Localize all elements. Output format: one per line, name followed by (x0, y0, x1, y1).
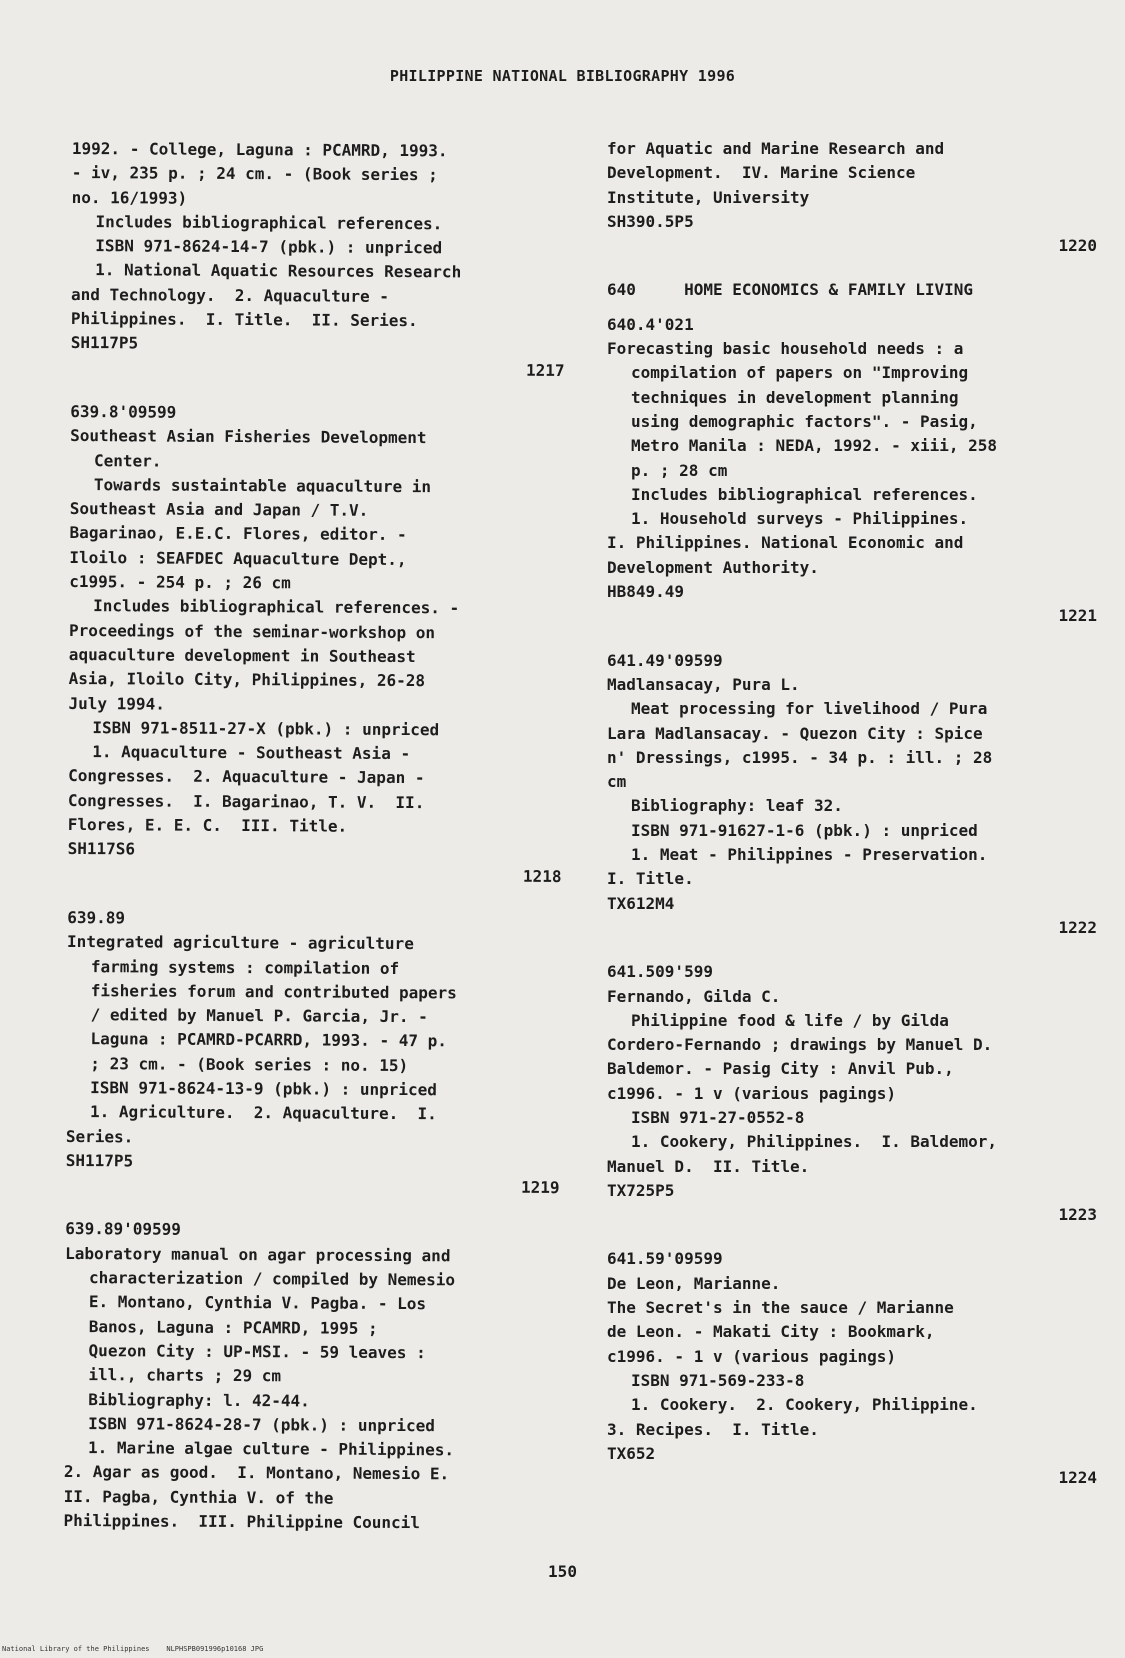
entry-line: p. ; 28 cm (631, 460, 728, 480)
entry-1224 (607, 1247, 1097, 1490)
entry-number: 1223 (1058, 1205, 1097, 1225)
entry-number: 1219 (521, 1177, 560, 1198)
entry-line: Center. (93, 450, 162, 471)
entry-line: Fernando, Gilda C. (607, 986, 781, 1006)
entry-line: TX612M4 (607, 893, 675, 913)
entry-line: Series. (65, 1126, 134, 1146)
entry-line: fisheries forum and contributed papers (90, 980, 457, 1003)
entry-line: Philippines. I. Title. II. Series. (70, 309, 418, 331)
entry-line: ISBN 971-8624-13-9 (pbk.) : unpriced (90, 1078, 438, 1100)
entry-line: 1. Household surveys - Philippines. (631, 509, 969, 529)
entry-line: techniques in development planning (631, 387, 959, 407)
entry-1220-continued (607, 137, 1097, 258)
entry-number: 1217 (525, 360, 565, 380)
page-number: 150 (548, 1562, 577, 1581)
classification-number: 641.59'09599 (607, 1249, 723, 1269)
entry-number: 1218 (522, 866, 562, 886)
entry-line: July 1994. (68, 693, 165, 714)
entry-line: ISBN 971-8624-14-7 (pbk.) : unpriced (95, 236, 443, 258)
entry-line: using demographic factors". - Pasig, (631, 411, 978, 431)
entry-line: de Leon. - Makati City : Bookmark, (607, 1322, 935, 1342)
entry-number: 1224 (1058, 1468, 1097, 1488)
entry-line: Includes bibliographical references. - (93, 596, 460, 618)
entry-line: ISBN 971-569-233-8 (631, 1370, 805, 1390)
entry-line: Congresses. I. Bagarinao, T. V. II. (67, 790, 425, 812)
entry-number: 1220 (1058, 236, 1097, 256)
entry-line: - iv, 235 p. ; 24 cm. - (Book series ; (71, 163, 438, 185)
entry-line: Philippines. III. Philippine Council (63, 1511, 421, 1533)
entry-line: Cordero-Fernando ; drawings by Manuel D. (607, 1035, 993, 1055)
entry-line: ISBN 971-27-0552-8 (631, 1107, 805, 1127)
entry-line: cm (607, 772, 627, 792)
classification-number: 639.89'09599 (65, 1219, 181, 1240)
entry-line: Laboratory manual on agar processing and (65, 1243, 451, 1266)
entry-line: Laguna : PCAMRD-PCARRD, 1993. - 47 p. (90, 1029, 447, 1051)
entry-line: 1. Cookery. 2. Cookery, Philippine. (631, 1395, 978, 1415)
classification-number: 641.49'09599 (607, 650, 723, 670)
entry-1223 (607, 960, 1097, 1227)
entry-line: Forecasting basic household needs : a (607, 339, 964, 359)
entry-line: / edited by Manuel P. Garcia, Jr. - (90, 1005, 428, 1027)
entry-line: The Secret's in the sauce / Marianne (607, 1298, 954, 1318)
entry-line: De Leon, Marianne. (607, 1273, 781, 1293)
entry-line: SH117P5 (70, 333, 139, 353)
entry-line: 1. National Aquatic Resources Research (95, 260, 462, 282)
entry-line: farming systems : compilation of (90, 956, 400, 978)
entry-line: TX725P5 (607, 1180, 675, 1200)
entry-line: I. Title. (607, 869, 694, 889)
entry-line: no. 16/1993) (71, 187, 188, 208)
entry-line: Philippine food & life / by Gilda (631, 1010, 949, 1030)
entry-line: c1995. - 254 p. ; 26 cm (69, 572, 291, 593)
entry-line: ; 23 cm. - (Book series : no. 15) (90, 1053, 409, 1075)
entry-line: Development. IV. Marine Science (607, 163, 916, 183)
entry-1219 (66, 906, 562, 1201)
entry-line: Meat processing for livelihood / Pura (631, 699, 988, 719)
left-column (63, 137, 566, 1536)
entry-line: Lara Madlansacay. - Quezon City : Spice (607, 723, 983, 743)
entry-line: Asia, Iloilo City, Philippines, 26-28 (68, 669, 426, 691)
entry-line: n' Dressings, c1995. - 34 p. : ill. ; 28 (607, 747, 993, 767)
section-heading: 640 HOME ECONOMICS & FAMILY LIVING (607, 280, 974, 300)
entry-line: 3. Recipes. I. Title. (607, 1419, 819, 1439)
entry-line: 1. Marine algae culture - Philippines. (87, 1438, 455, 1460)
entry-line: Madlansacay, Pura L. (607, 674, 800, 694)
classification-number: 641.509'599 (607, 962, 713, 982)
entry-line: 1. Aquaculture - Southeast Asia - (92, 742, 411, 764)
entry-1218 (67, 400, 564, 889)
entry-line: Banos, Laguna : PCAMRD, 1995 ; (88, 1316, 378, 1338)
entry-line: 1. Agriculture. 2. Aquaculture. I. (89, 1102, 437, 1124)
entry-line: compilation of papers on "Improving (631, 363, 969, 383)
entry-line: Baldemor. - Pasig City : Anvil Pub., (607, 1059, 954, 1079)
entry-line: Metro Manila : NEDA, 1992. - xiii, 258 (631, 436, 998, 456)
entry-1217 (71, 137, 566, 383)
entry-line: aquaculture development in Southeast (68, 644, 416, 667)
entry-number: 1221 (1058, 606, 1097, 626)
scan-footer: National Library of the Philippines NLPHSPB091996p10168 JPG (2, 1645, 264, 1653)
classification-number: 640.4'021 (607, 314, 694, 334)
entry-line: 1. Cookery, Philippines. I. Baldemor, (631, 1132, 998, 1152)
right-column (607, 137, 1097, 1490)
entry-line: Development Authority. (607, 557, 819, 577)
entry-line: Iloilo : SEAFDEC Aquaculture Dept., (69, 547, 407, 569)
entry-line: Manuel D. II. Title. (607, 1156, 810, 1176)
entry-line: Towards sustaintable aquaculture in (93, 474, 432, 497)
entry-line: Quezon City : UP-MSI. - 59 leaves : (88, 1341, 426, 1363)
entry-line: Southeast Asian Fisheries Development (70, 426, 427, 448)
entry-line: Flores, E. E. C. III. Title. (67, 815, 348, 836)
entry-line: ill., charts ; 29 cm (88, 1365, 282, 1386)
entry-line: Southeast Asia and Japan / T.V. (69, 499, 369, 520)
entry-line: characterization / compiled by Nemesio (88, 1268, 456, 1290)
entry-line: II. Pagba, Cynthia V. of the (63, 1486, 334, 1508)
entry-line: ISBN 971-8624-28-7 (pbk.) : unpriced (88, 1413, 435, 1436)
entry-line: Bagarinao, E.E.C. Flores, editor. - (69, 523, 407, 545)
entry-1221 (607, 313, 1097, 629)
classification-number: 639.89 (67, 907, 126, 928)
entry-line: c1996. - 1 v (various pagings) (607, 1346, 896, 1366)
entry-line: 1. Meat - Philippines - Preservation. (631, 845, 988, 865)
entry-line: and Technology. 2. Aquaculture - (70, 284, 389, 306)
entry-line: Bibliography: leaf 32. (631, 796, 843, 816)
entry-line: ISBN 971-8511-27-X (pbk.) : unpriced (92, 717, 440, 740)
entry-line: Includes bibliographical references. (631, 484, 978, 504)
entry-line: ISBN 971-91627-1-6 (pbk.) : unpriced (631, 820, 978, 840)
entry-line: for Aquatic and Marine Research and (607, 139, 945, 158)
entry-1222 (607, 649, 1097, 941)
entry-line: 1992. - College, Laguna : PCAMRD, 1993. (71, 138, 448, 161)
entry-line: 2. Agar as good. I. Montano, Nemesio E. (63, 1462, 450, 1484)
entry-line: HB849.49 (607, 582, 685, 602)
entry-1220 (63, 1217, 559, 1536)
entry-line: SH117S6 (67, 839, 136, 859)
entry-line: SH390.5P5 (607, 211, 694, 231)
entry-line: Institute, University (607, 187, 810, 207)
entry-line: SH117P5 (65, 1150, 134, 1171)
entry-line: Congresses. 2. Aquaculture - Japan - (68, 766, 425, 788)
entry-line: Integrated agriculture - agriculture (67, 932, 414, 954)
entry-line: Bibliography: l. 42-44. (88, 1389, 310, 1411)
entry-line: Includes bibliographical references. (95, 212, 443, 234)
entry-number: 1222 (1058, 917, 1097, 937)
classification-number: 639.8'09599 (70, 401, 177, 422)
entry-line: I. Philippines. National Economic and (607, 533, 964, 553)
entry-line: E. Montano, Cynthia V. Pagba. - Los (88, 1292, 427, 1314)
page-header: PHILIPPINE NATIONAL BIBLIOGRAPHY 1996 (389, 67, 736, 85)
entry-line: c1996. - 1 v (various pagings) (607, 1083, 896, 1103)
entry-line: Proceedings of the seminar-workshop on (68, 620, 436, 642)
entry-line: TX652 (607, 1443, 656, 1463)
